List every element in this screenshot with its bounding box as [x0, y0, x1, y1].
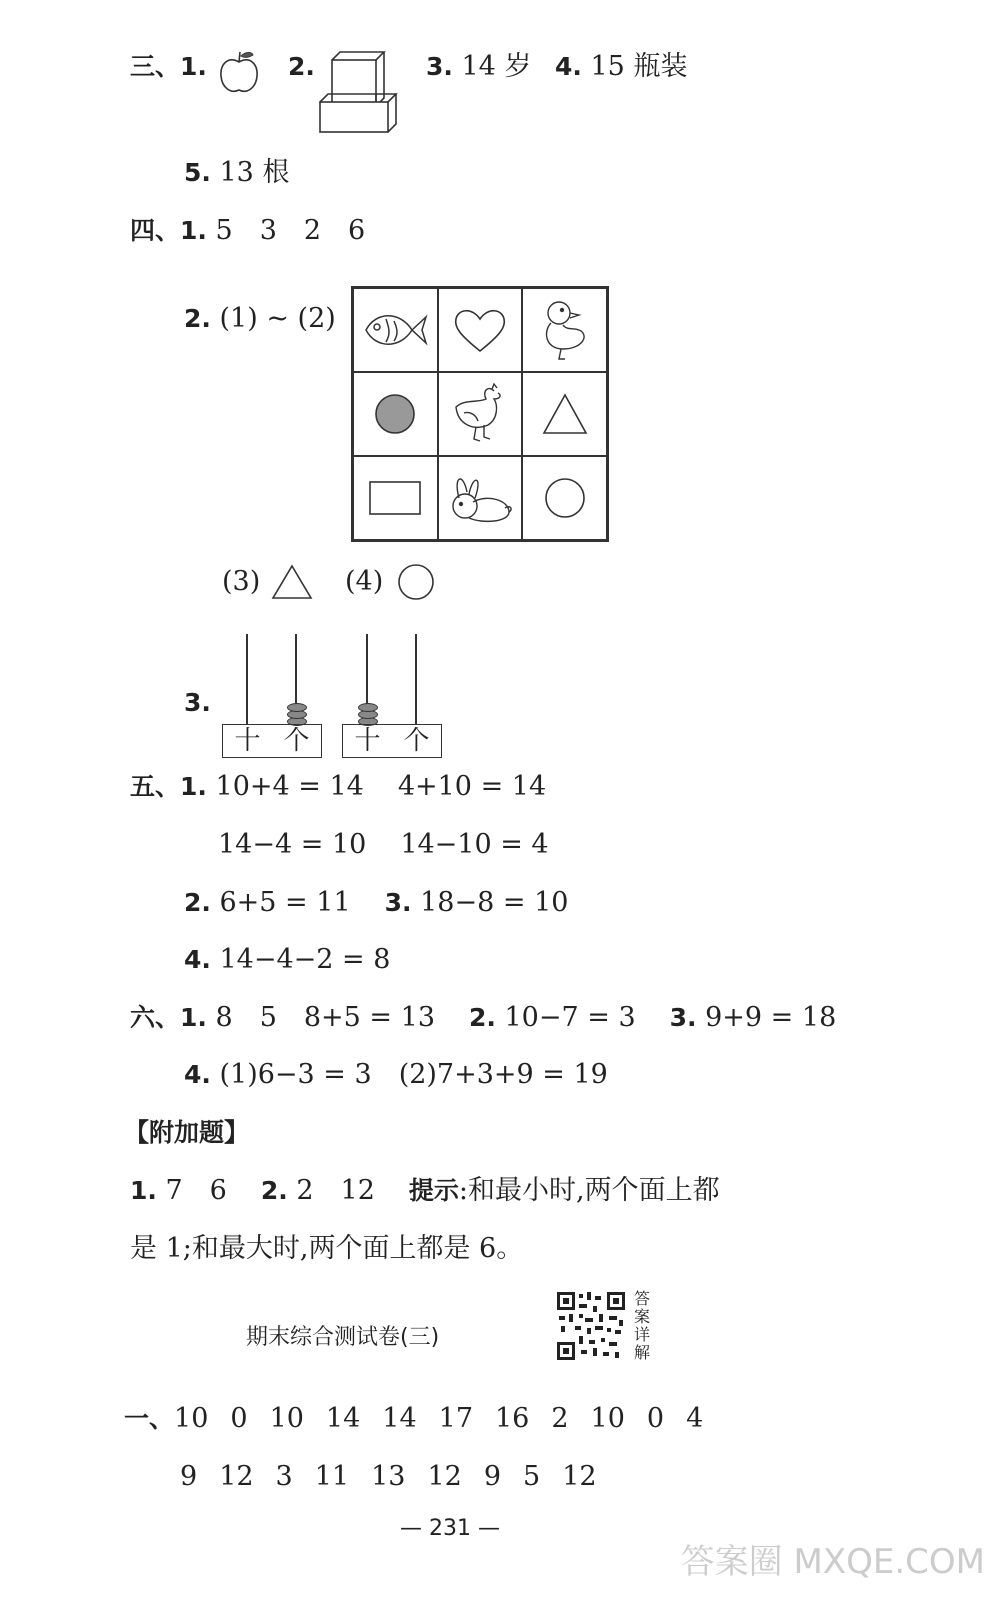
triangle-answer-icon	[270, 563, 314, 601]
heart-icon	[438, 288, 523, 372]
abacus-label-box: 十 个	[342, 724, 442, 758]
page-number: — 231 —	[400, 1516, 500, 1541]
filled-circle-icon	[353, 372, 438, 456]
sec5-q1-row1: 五、1. 10+4 = 14 4+10 = 14	[130, 771, 547, 802]
sec3-line1	[130, 50, 207, 84]
extra-title: 【附加题】	[124, 1118, 250, 1147]
apple-icon	[216, 48, 262, 96]
abacus-left	[222, 634, 322, 758]
triangle-icon	[522, 372, 607, 456]
sec5-q4: 4. 14−4−2 = 8	[184, 944, 391, 975]
sec5-label: 五、	[130, 772, 181, 801]
cube-stack-icon	[318, 50, 402, 134]
rabbit-icon	[438, 456, 523, 540]
sec6-q4: 4. (1)6−3 = 3 (2)7+3+9 = 19	[184, 1059, 608, 1090]
abacus-rod-tens	[246, 634, 248, 724]
sec3-q4: 4. 15 瓶装	[555, 51, 688, 82]
fish-icon	[353, 288, 438, 372]
sec4-q1: 四、1. 5 3 2 6	[130, 215, 366, 246]
sec3-q5: 5. 13 根	[184, 157, 290, 188]
sec3-label: 三、	[130, 52, 181, 81]
sec3-q1-num: 1.	[180, 52, 207, 81]
duckling-icon	[522, 288, 607, 372]
sec4-q2: 2. (1) ~ (2)	[184, 303, 336, 334]
abacus-label-box: 十 个	[222, 724, 322, 758]
sec5-q1-row2: 14−4 = 10 14−10 = 4	[218, 829, 549, 860]
extra-line1: 1. 7 6 2. 2 12 提示:和最小时,两个面上都	[130, 1175, 720, 1206]
picture-grid	[351, 286, 609, 542]
sec4-q3: 3.	[184, 688, 211, 717]
test3-row1: 一、10 0 10 14 14 17 16 2 10 0 4	[124, 1403, 704, 1434]
sec5-q2-q3: 2. 6+5 = 11 3. 18−8 = 10	[184, 887, 569, 918]
sec3-q3: 3. 14 岁	[426, 51, 532, 82]
sec4-q2-part3: (3)	[222, 566, 261, 597]
abacus-rod-ones	[415, 634, 417, 724]
abacus-right	[342, 634, 442, 758]
bead	[287, 703, 307, 712]
circle-icon	[522, 456, 607, 540]
sec3-q2: 2.	[288, 52, 315, 81]
rectangle-icon	[353, 456, 438, 540]
circle-answer-icon	[396, 562, 436, 602]
test3-title: 期末综合测试卷(三)	[246, 1325, 440, 1350]
sec6-line1: 六、1. 8 5 8+5 = 13 2. 10−7 = 3 3. 9+9 = 18	[130, 1002, 837, 1033]
sec4-label: 四、	[130, 216, 181, 245]
extra-line2: 是 1;和最大时,两个面上都是 6。	[130, 1233, 524, 1264]
sec4-q2-part4: (4)	[345, 566, 384, 597]
watermark: 答案圈 MXQE.COM	[680, 1542, 985, 1582]
qr-code-icon	[555, 1290, 627, 1362]
test3-row2: 9 12 3 11 13 12 9 5 12	[180, 1461, 597, 1492]
hen-icon	[438, 372, 523, 456]
qr-caption: 答案详解	[634, 1289, 651, 1362]
test3-label: 一、	[124, 1404, 175, 1433]
bead	[358, 703, 378, 712]
sec6-label: 六、	[130, 1003, 181, 1032]
